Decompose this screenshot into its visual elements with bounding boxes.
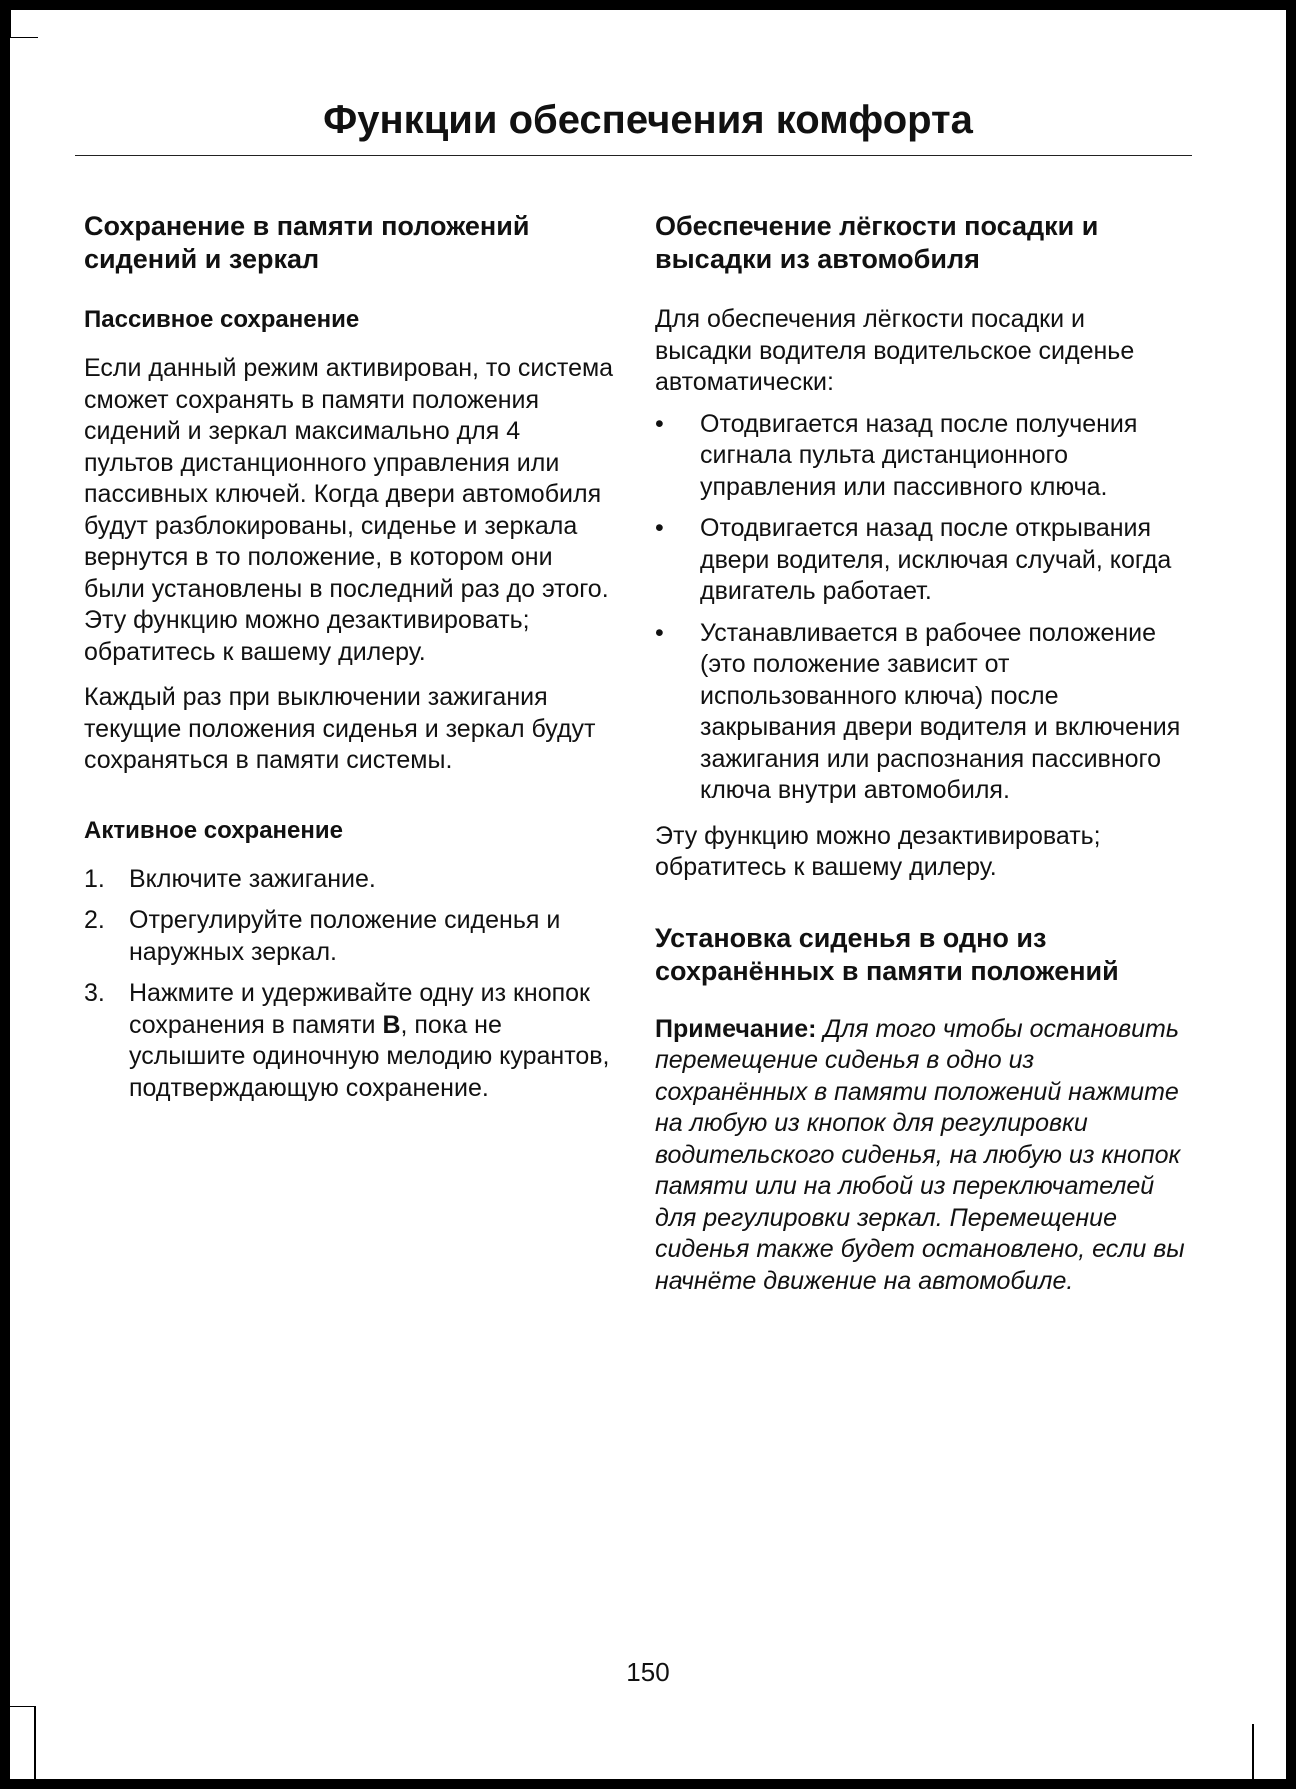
left-column: [84, 210, 614, 1118]
step-number: 2.: [84, 906, 105, 934]
easy-entry-bullets: [655, 409, 1185, 807]
crop-mark-bottom-left: [34, 1706, 36, 1779]
crop-mark-top-left: [10, 10, 11, 38]
step-number: 3.: [84, 979, 105, 1007]
page-number: 150: [626, 1657, 670, 1687]
step-text: Отрегулируйте положение сиденья и наружных зеркал.: [129, 906, 561, 966]
step-text-after: , пока не услышите одиночную мелодию курантов, подтверждающую сохранение.: [129, 1010, 610, 1102]
crop-mark-top-left-h: [10, 37, 38, 38]
easy-entry-heading: Обеспечение лёгкости посадки и высадки из автомобиля: [655, 211, 1099, 274]
memory-section-heading: Сохранение в памяти положений сидений и зеркал: [84, 211, 530, 274]
step-text-before: Нажмите и удерживайте одну из кнопок сохранения в памяти: [129, 979, 590, 1039]
active-memory-heading: Активное сохранение: [84, 816, 343, 844]
list-item: [655, 513, 1185, 608]
recall-section-heading: Установка сиденья в одно из сохранённых в памяти положений: [655, 922, 1119, 986]
title-rule: [75, 155, 1192, 156]
note-label: Примечание:: [655, 1014, 817, 1043]
bullet-text: Устанавливается в рабочее положение (это положение зависит от использованного ключа) после закрывания двери водителя и включения зажигания или распознания пассивного ключа внутри автомобиля.: [700, 618, 1181, 804]
list-item: [655, 618, 1185, 807]
recall-note: [655, 1014, 1185, 1298]
crop-mark-bottom-left-h: [10, 1706, 36, 1707]
page-title: Функции обеспечения комфорта: [323, 98, 973, 142]
list-item: [84, 905, 614, 968]
crop-mark-bottom-right: [1252, 1724, 1254, 1779]
active-memory-steps: [84, 864, 614, 1105]
passive-memory-paragraph-1: Если данный режим активирован, то система сможет сохранять в памяти положения сидений и зеркал максимально для 4 пультов дистанционного управления или пассивных ключей. Когда двери автомобиля будут разблокированы, сиденье и зеркала вернутся в то положение, в котором они были установлены в последний раз до этого. Эту функцию можно дезактивировать; обратитесь к вашему дилеру.: [84, 354, 614, 666]
bullet-text: Отодвигается назад после получения сигнала пульта дистанционного управления или пассивного ключа.: [700, 409, 1138, 501]
step-text: Включите зажигание.: [129, 864, 376, 893]
bullet-icon: •: [655, 514, 664, 542]
list-item: [84, 978, 614, 1104]
passive-memory-heading: Пассивное сохранение: [84, 306, 360, 333]
note-text: Для того чтобы остановить перемещение сиденья в одно из сохранённых в памяти положений нажмите на любую из кнопок для регулировки водительского сиденья, на любую из кнопок памяти или на любой из переключателей для регулировки зеркал. Перемещение сиденья также будет остановлено, если вы начнёте движение на автомобиле.: [655, 1014, 1185, 1295]
bullet-icon: •: [655, 618, 664, 647]
bullet-icon: •: [655, 409, 664, 438]
memory-button-label: B: [382, 1010, 401, 1039]
right-column: [655, 210, 1185, 1311]
document-page: [10, 10, 1286, 1779]
bullet-text: Отодвигается назад после открывания двери водителя, исключая случай, когда двигатель работает.: [700, 514, 1172, 605]
step-number: 1.: [84, 864, 105, 893]
passive-memory-paragraph-2: Каждый раз при выключении зажигания текущие положения сиденья и зеркал будут сохраняться в памяти системы.: [84, 683, 596, 774]
list-item: [655, 409, 1185, 504]
easy-entry-intro: Для обеспечения лёгкости посадки и высадки водителя водительское сиденье автоматически:: [655, 305, 1135, 396]
list-item: [84, 864, 614, 896]
easy-entry-outro: Эту функцию можно дезактивировать; обратитесь к вашему дилеру.: [655, 821, 1101, 881]
